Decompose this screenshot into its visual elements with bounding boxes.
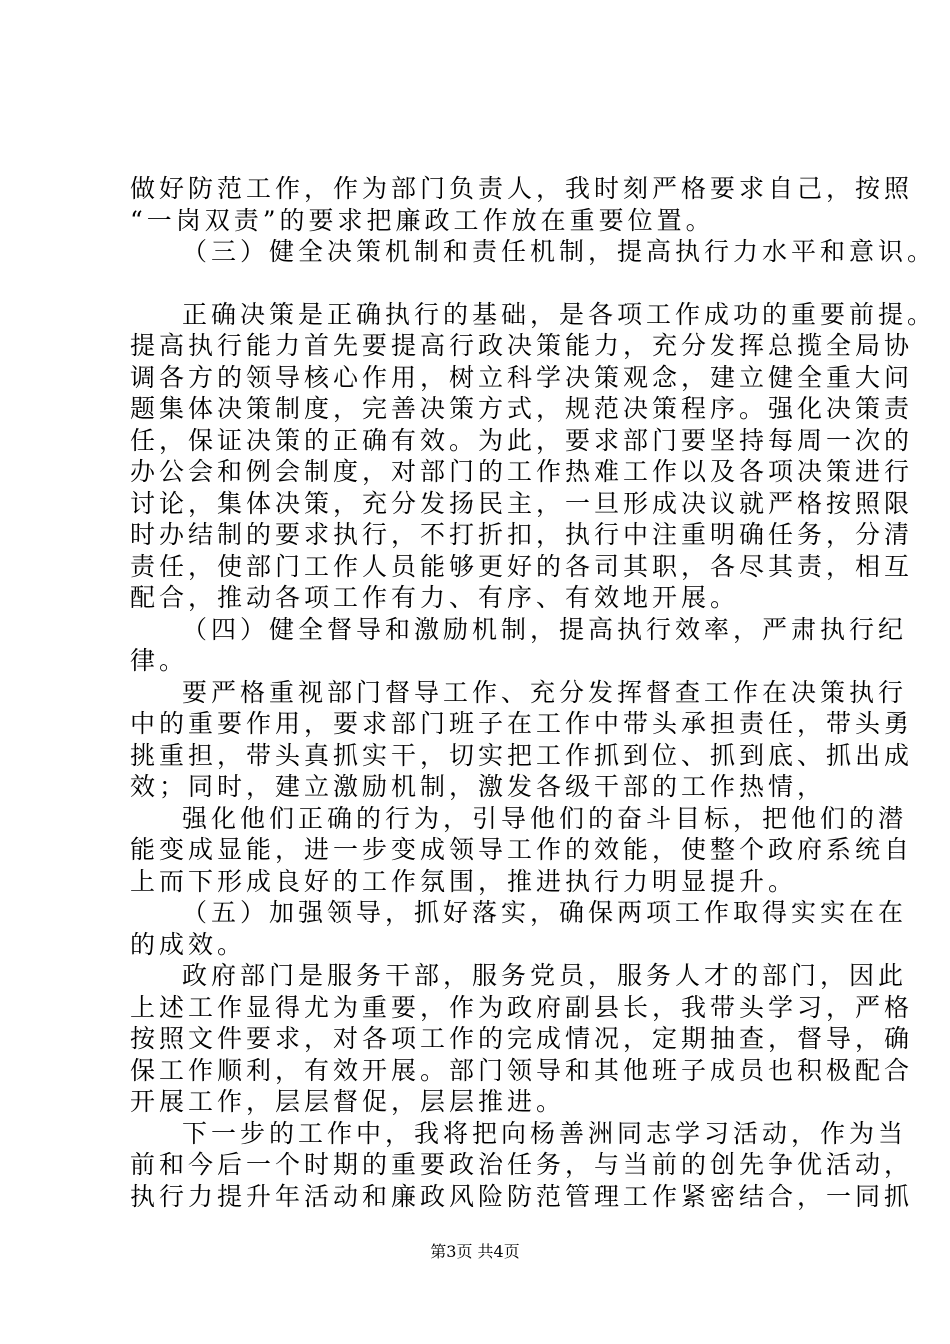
page-footer	[0, 1241, 950, 1263]
text-line: 效；同时，建立激励机制，激发各级干部的工作热情，	[130, 772, 827, 801]
text-line: 要严格重视部门督导工作、充分发挥督查工作在决策执行	[182, 677, 908, 707]
text-line: 下一步的工作中，我将把向杨善洲同志学习活动，作为当	[182, 1118, 908, 1148]
text-line: 保工作顺利，有效开展。部门领导和其他班子成员也积极配合	[130, 1055, 914, 1085]
text-line: 的成效。	[130, 929, 247, 959]
document-body	[130, 173, 937, 1212]
text-line: 讨论，集体决策，充分发扬民主，一旦形成决议就严格按照限	[130, 488, 914, 518]
text-line: 调各方的领导核心作用，树立科学决策观念，建立健全重大问	[130, 362, 914, 392]
paragraph-gap	[130, 268, 860, 299]
text-line: 配合，推动各项工作有力、有序、有效地开展。	[130, 583, 740, 612]
text-line: 强化他们正确的行为，引导他们的奋斗目标，把他们的潜	[182, 803, 908, 833]
text-line: 政府部门是服务干部，服务党员，服务人才的部门，因此	[182, 961, 908, 990]
text-line: 题集体决策制度，完善决策方式，规范决策程序。强化决策责	[130, 394, 914, 423]
text-line: 时办结制的要求执行，不打折扣，执行中注重明确任务，分清	[130, 520, 914, 549]
text-line: 开展工作，层层督促，层层推进。	[130, 1087, 566, 1116]
text-line: 前和今后一个时期的重要政治任务，与当前的创先争优活动，	[130, 1150, 914, 1179]
text-line: 提高执行能力首先要提高行政决策能力，充分发挥总揽全局协	[130, 331, 914, 360]
text-line: （三）健全决策机制和责任机制，提高执行力水平和意识。	[182, 237, 937, 266]
text-line: 挑重担，带头真抓实干，切实把工作抓到位、抓到底、抓出成	[130, 740, 914, 770]
text-line: 执行力提升年活动和廉政风险防范管理工作紧密结合，一同抓	[130, 1181, 914, 1211]
text-line: （四）健全督导和激励机制，提高执行效率，严肃执行纪	[182, 614, 908, 644]
text-line: 能变成显能，进一步变成领导工作的效能，使整个政府系统自	[130, 835, 914, 864]
text-line: 上而下形成良好的工作氛围，推进执行力明显提升。	[130, 866, 798, 896]
text-line: 上述工作显得尤为重要，作为政府副县长，我带头学习，严格	[130, 992, 914, 1022]
text-line: 律。	[130, 646, 189, 675]
text-line: 任，保证决策的正确有效。为此，要求部门要坚持每周一次的	[130, 425, 914, 455]
text-line: 正确决策是正确执行的基础，是各项工作成功的重要前提。	[182, 299, 937, 329]
text-line: 中的重要作用，要求部门班子在工作中带头承担责任，带头勇	[130, 709, 914, 738]
page-number-label: 第3页 共4页	[430, 1242, 520, 1261]
text-line: 按照文件要求，对各项工作的完成情况，定期抽查，督导，确	[130, 1024, 914, 1053]
text-line: 办公会和例会制度，对部门的工作热难工作以及各项决策进行	[130, 457, 914, 486]
text-line: 做好防范工作，作为部门负责人，我时刻严格要求自己，按照	[130, 174, 914, 203]
text-line: 责任，使部门工作人员能够更好的各司其职，各尽其责，相互	[130, 551, 914, 581]
text-line: （五）加强领导，抓好落实，确保两项工作取得实实在在	[182, 898, 908, 927]
text-line: “一岗双责”的要求把廉政工作放在重要位置。	[130, 205, 715, 235]
